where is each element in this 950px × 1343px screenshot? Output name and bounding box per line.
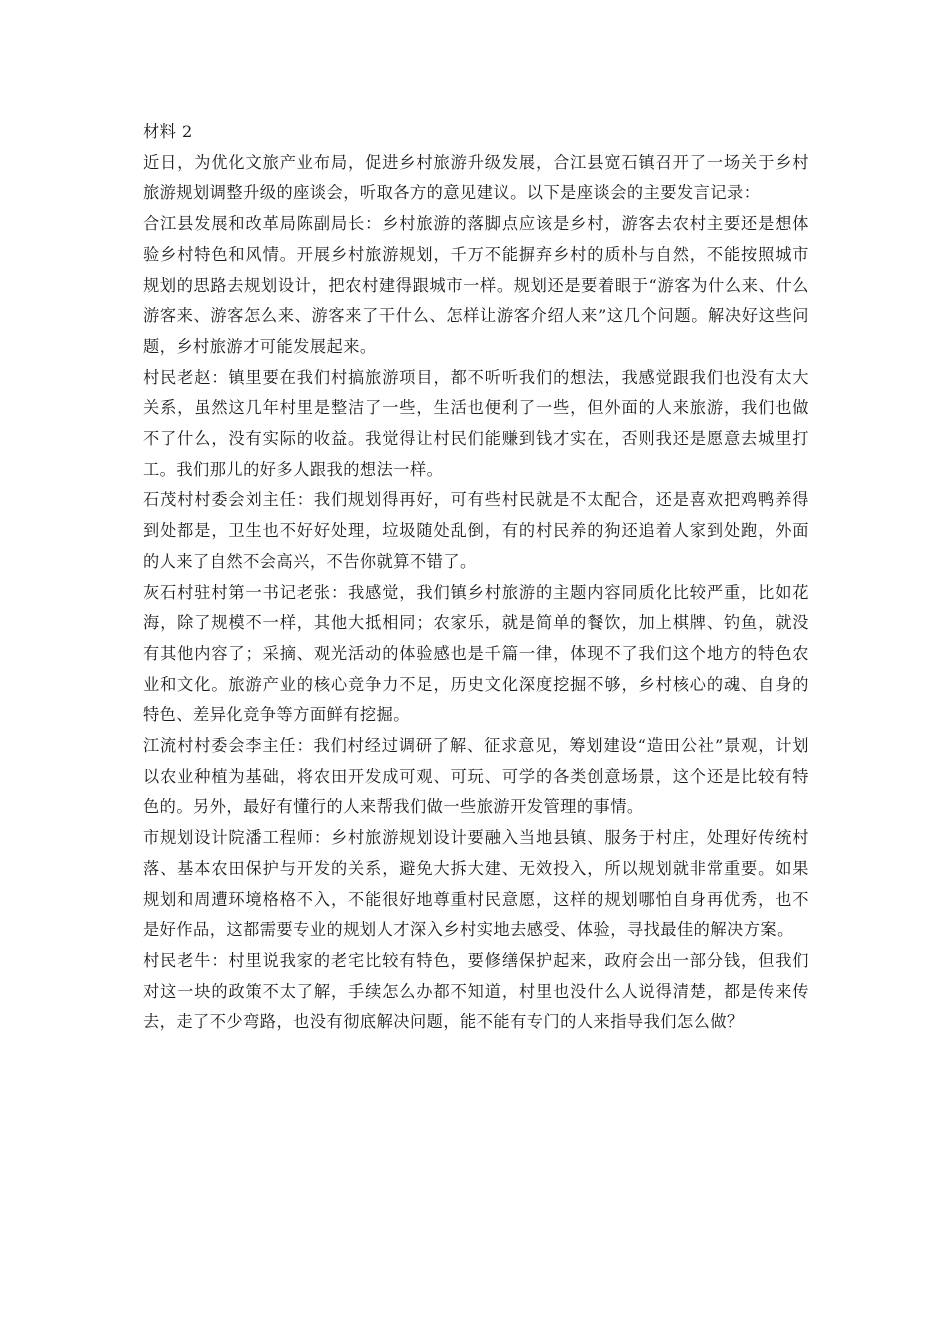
paragraph-director-liu: 石茂村村委会刘主任：我们规划得再好，可有些村民就是不太配合，还是喜欢把鸡鸭养得到处都是，卫生也不好好处理，垃圾随处乱倒，有的村民养的狗还追着人家到处跑，外面的人来了自然不会高兴，不告你就算不错了。 (143, 490, 809, 571)
paragraph-director-li: 江流村村委会李主任：我们村经过调研了解、征求意见，筹划建设“造田公社”景观，计划以农业种植为基础，将农田开发成可观、可玩、可学的各类创意场景，这个还是比较有特色的。另外，最好有懂行的人来帮我们做一些旅游开发管理的事情。 (143, 736, 809, 817)
paragraph-intro: 近日，为优化文旅产业布局，促进乡村旅游升级发展，合江县宽石镇召开了一场关于乡村旅游规划调整升级的座谈会，听取各方的意见建议。以下是座谈会的主要发言记录： (143, 152, 809, 203)
paragraph-villager-niu: 村民老牛：村里说我家的老宅比较有特色，要修缮保护起来，政府会出一部分钱，但我们对这一块的政策不太了解，手续怎么办都不知道，村里也没什么人说得清楚，都是传来传去，走了不少弯路，也没有彻底解决问题，能不能有专门的人来指导我们怎么做？ (143, 950, 809, 1032)
document-body (143, 117, 809, 1038)
paragraph-chen-deputy-director: 合江县发展和改革局陈副局长：乡村旅游的落脚点应该是乡村，游客去农村主要还是想体验乡村特色和风情。开展乡村旅游规划，千万不能摒弃乡村的质朴与自然，不能按照城市规划的思路去规划设计，把农村建得跟城市一样。规划还是要着眼于“游客为什么来、什么游客来、游客怎么来、游客来了干什么、怎样让游客介绍人来”这几个问题。解决好这些问题，乡村旅游才可能发展起来。 (143, 214, 809, 356)
paragraph-secretary-zhang: 灰石村驻村第一书记老张：我感觉，我们镇乡村旅游的主题内容同质化比较严重，比如花海，除了规模不一样，其他大抵相同；农家乐，就是简单的餐饮，加上棋牌、钓鱼，就没有其他内容了；采摘、观光活动的体验感也是千篇一律，体现不了我们这个地方的特色农业和文化。旅游产业的核心竞争力不足，历史文化深度挖掘不够，乡村核心的魂、自身的特色、差异化竞争等方面鲜有挖掘。 (143, 582, 809, 725)
paragraph-engineer-pan: 市规划设计院潘工程师：乡村旅游规划设计要融入当地县镇、服务于村庄，处理好传统村落、基本农田保护与开发的关系，避免大拆大建、无效投入，所以规划就非常重要。如果规划和周遭环境格格不入，不能很好地尊重村民意愿，这样的规划哪怕自身再优秀，也不是好作品，这都需要专业的规划人才深入乡村实地去感受、体验，寻找最佳的解决方案。 (143, 828, 809, 940)
material-title: 材料 2 (143, 122, 193, 141)
paragraph-villager-zhao: 村民老赵：镇里要在我们村搞旅游项目，都不听听我们的想法，我感觉跟我们也没有太大关系，虽然这几年村里是整洁了一些，生活也便利了一些，但外面的人来旅游，我们也做不了什么，没有实际的收益。我觉得让村民们能赚到钱才实在，否则我还是愿意去城里打工。我们那儿的好多人跟我的想法一样。 (143, 367, 809, 479)
